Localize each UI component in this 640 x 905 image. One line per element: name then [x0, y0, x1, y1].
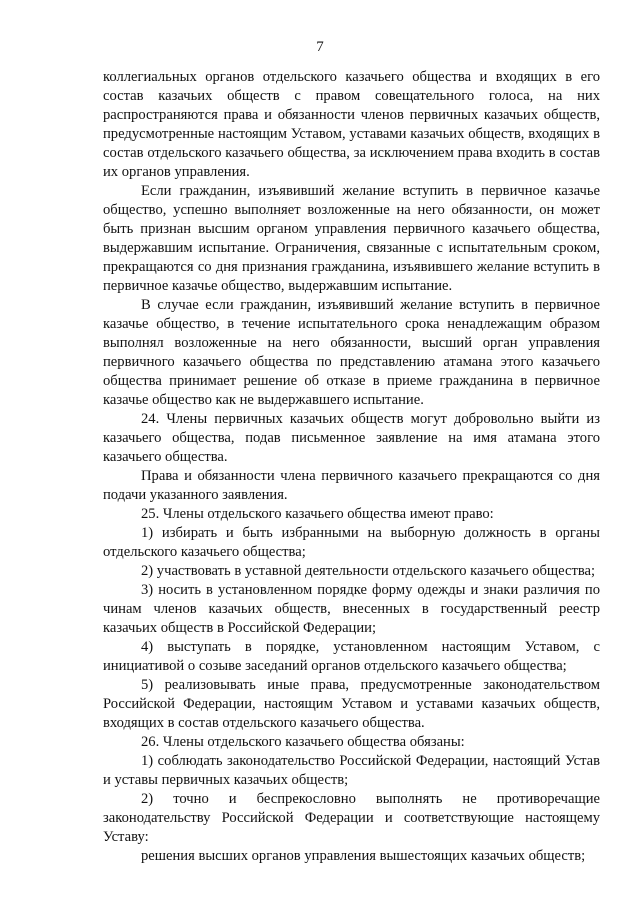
clause-25-item-3: 3) носить в установленном порядке форму одежды и знаки различия по чинам членов казачьих обществ, внесенных в государственный реестр казачьих обществ в Российской Федерации;: [103, 582, 600, 636]
clause-25-item-1: 1) избирать и быть избранными на выборную должность в органы отдельского казачьего общества;: [103, 525, 600, 560]
page-number: 7: [316, 39, 324, 55]
clause-25-heading: 25. Члены отдельского казачьего общества имеют право:: [141, 506, 494, 522]
clause-24: 24. Члены первичных казачьих обществ могут добровольно выйти из казачьего общества, подав письменное заявление на имя атамана этого казачьего общества.: [103, 411, 600, 465]
paragraph-termination: Права и обязанности члена первичного казачьего прекращаются со дня подачи указанного заявления.: [103, 468, 600, 503]
clause-25-item-4: 4) выступать в порядке, установленном настоящим Уставом, с инициативой о созыве заседаний органов отдельского казачьего общества;: [103, 639, 600, 674]
clause-26-item-2-subitem: решения высших органов управления вышестоящих казачьих обществ;: [141, 848, 586, 864]
clause-25-item-5: 5) реализовывать иные права, предусмотренные законодательством Российской Федерации, настоящим Уставом и уставами казачьих обществ, входящих в состав отдельского казачьего общества.: [103, 677, 600, 731]
clause-25-item-2: 2) участвовать в уставной деятельности отдельского казачьего общества;: [141, 563, 596, 579]
clause-26-heading: 26. Члены отдельского казачьего общества обязаны:: [141, 734, 465, 750]
paragraph-probation-passed: Если гражданин, изъявивший желание вступить в первичное казачье общество, успешно выполняет возложенные на него обязанности, он может быть признан высшим органом управления первичного казачьего общества, выдержавшим испытание. Ограничения, связанные с испытательным сроком, прекращаются со дня признания гражданина, изъявившего желание вступить в первичное казачье общество, выдержавшим испытание.: [103, 183, 600, 294]
document-body: [103, 68, 600, 866]
paragraph-probation-failed: В случае если гражданин, изъявивший желание вступить в первичное казачье общество, в течение испытательного срока ненадлежащим образом выполнял возложенные на него обязанности, высший орган управления первичного казачьего общества по представлению атамана этого казачьего общества принимает решение об отказе в приеме гражданина в первичное казачье общество как не выдержавшего испытание.: [103, 297, 600, 408]
clause-26-item-2: 2) точно и беспрекословно выполнять не противоречащие законодательству Российской Федерации и соответствующие настоящему Уставу:: [103, 791, 600, 845]
clause-26-item-1: 1) соблюдать законодательство Российской Федерации, настоящий Устав и уставы первичных казачьих обществ;: [103, 753, 600, 788]
paragraph-continuation: коллегиальных органов отдельского казачьего общества и входящих в его состав казачьих обществ с правом совещательного голоса, на них распространяются права и обязанности членов первичных казачьих обществ, предусмотренные настоящим Уставом, уставами казачьих обществ, входящих в состав отдельского казачьего общества, за исключением права входить в состав их органов управления.: [103, 69, 600, 180]
